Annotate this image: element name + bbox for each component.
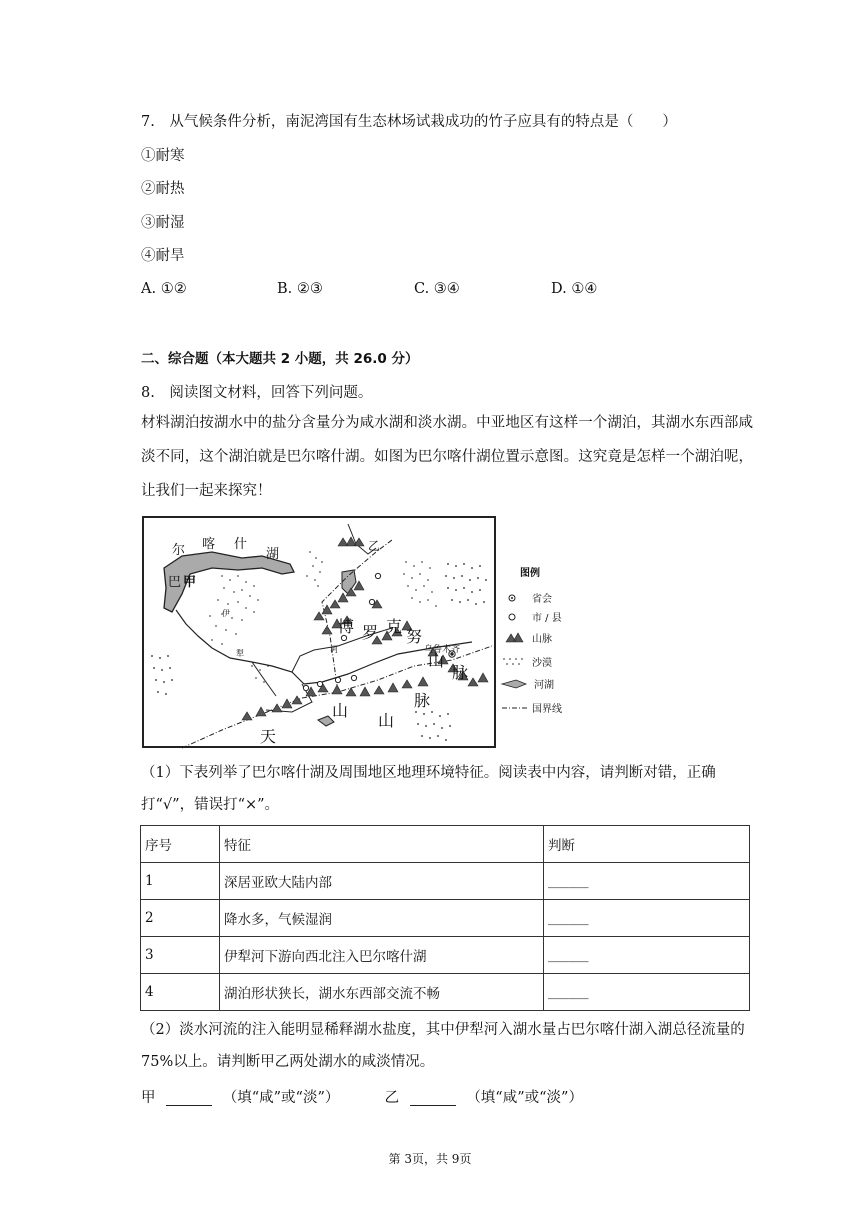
map-label-yili: 伊 — [222, 609, 230, 618]
row-judge-blank[interactable] — [544, 937, 750, 974]
map-label-lake-3: 什 — [234, 537, 248, 552]
fill-yi-blank[interactable] — [410, 1091, 456, 1106]
legend-city: 市 / 县 — [532, 613, 562, 624]
map-label-lake-1: 尔 — [172, 543, 186, 558]
table-row — [141, 863, 750, 900]
map-label-jia: 甲 — [183, 575, 197, 590]
row-judge-blank[interactable] — [544, 863, 750, 900]
row-judge-text: ______ — [548, 947, 589, 963]
balkhash-map — [142, 516, 602, 752]
map-label-li: 犁 — [236, 649, 244, 658]
legend-capital: 省会 — [532, 594, 552, 605]
table-row — [141, 900, 750, 937]
q7-option-4: ④耐旱 — [141, 248, 185, 264]
legend-river-lake: 河湖 — [534, 680, 554, 691]
legend-title: 图例 — [520, 568, 540, 579]
q8-material: 材料湖泊按湖水中的盐分含量分为咸水湖和淡水湖。中亚地区有这样一个湖泊，其湖水东西部咸淡不同，这个湖泊就是巴尔喀什湖。如图为巴尔喀什湖位置示意图。这究竟是怎样一个湖泊呢，让我们一起来探究！ — [141, 415, 753, 499]
row-feature: 降水多，气候湿润 — [220, 900, 544, 937]
header-judge: 判断 — [544, 826, 750, 863]
fill-line — [141, 1086, 583, 1107]
choice-d: D. ①④ — [551, 281, 598, 297]
q7-option-1: ①耐寒 — [141, 148, 185, 164]
legend-mountain: 山脉 — [532, 634, 552, 645]
map-label-urumqi: 乌鲁木齐 — [424, 645, 461, 655]
row-feature: 湖泊形状狭长，湖水东西部交流不畅 — [220, 974, 544, 1011]
row-no: 4 — [141, 974, 220, 1011]
q7-option-2: ②耐热 — [141, 181, 185, 197]
map-label-ke: 克 — [386, 617, 403, 636]
map-label-bo: 博 — [338, 617, 355, 636]
fill-jia-blank[interactable] — [166, 1091, 212, 1106]
map-label-yi: 乙 — [368, 539, 381, 553]
section-title: 二、综合题（本大题共 2 小题，共 26.0 分） — [141, 351, 419, 367]
map-label-tianshan-2: 山 — [378, 711, 395, 730]
legend-desert: 沙漠 — [532, 658, 552, 669]
header-no: 序号 — [141, 826, 220, 863]
map-label-lake-4: 湖 — [266, 547, 280, 562]
table-row — [141, 937, 750, 974]
fill-yi-hint: （填“咸”或“淡”） — [466, 1090, 583, 1106]
row-judge-blank[interactable] — [544, 974, 750, 1011]
q7-option-3: ③耐湿 — [141, 215, 185, 231]
map-label-lake-2: 喀 — [202, 537, 216, 552]
q8-stem: 8. 阅读图文材料，回答下列问题。 — [141, 385, 373, 401]
q8-sub1: （1）下表列举了巴尔喀什湖及周围地区地理环境特征。阅读表中内容，请判断对错，正确打“√”，错误打“×”。 — [141, 765, 716, 813]
row-no: 3 — [141, 937, 220, 974]
fill-yi-label: 乙 — [384, 1090, 400, 1106]
map-label-tian: 天 — [260, 727, 277, 746]
map-label-lake-0: 巴 — [168, 575, 182, 590]
row-judge-text: ______ — [548, 984, 589, 1000]
map-label-tianshan: 山 — [332, 701, 349, 720]
header-feature: 特征 — [220, 826, 544, 863]
map-label-he: 河 — [330, 645, 338, 654]
map-label-shan: 山 — [428, 651, 445, 670]
q8-sub2: （2）淡水河流的注入能明显稀释湖水盐度，其中伊犁河入湖水量占巴尔喀什湖入湖总径流量的 75%以上。请判断甲乙两处湖水的咸淡情况。 — [141, 1022, 745, 1070]
row-feature: 伊犁河下游向西北注入巴尔喀什湖 — [220, 937, 544, 974]
page-footer: 第 3页，共 9页 — [388, 1152, 472, 1166]
row-feature: 深居亚欧大陆内部 — [220, 863, 544, 900]
map-label-luo: 罗 — [362, 623, 379, 642]
map-label-nu: 努 — [406, 627, 423, 646]
q7-stem: 7. 从气候条件分析，南泥湾国有生态林场试栽成功的竹子应具有的特点是（ ） — [141, 114, 677, 130]
row-no: 2 — [141, 900, 220, 937]
row-no: 1 — [141, 863, 220, 900]
map-legend — [502, 566, 562, 715]
row-judge-text: ______ — [548, 910, 589, 926]
row-judge-blank[interactable] — [544, 900, 750, 937]
table-header-row — [141, 826, 750, 863]
choice-a: A. ①② — [141, 281, 187, 297]
row-judge-text: ______ — [548, 873, 589, 889]
table-row — [141, 974, 750, 1011]
feature-table — [140, 825, 750, 1011]
fill-jia-label: 甲 — [141, 1090, 156, 1106]
choice-b: B. ②③ — [277, 281, 323, 297]
fill-jia-hint: （填“咸”或“淡”） — [222, 1090, 340, 1106]
map-label-tianmai: 脉 — [414, 691, 431, 710]
legend-border: 国界线 — [532, 704, 562, 715]
choice-c: C. ③④ — [414, 281, 460, 297]
map-label-mai: 脉 — [452, 663, 469, 682]
